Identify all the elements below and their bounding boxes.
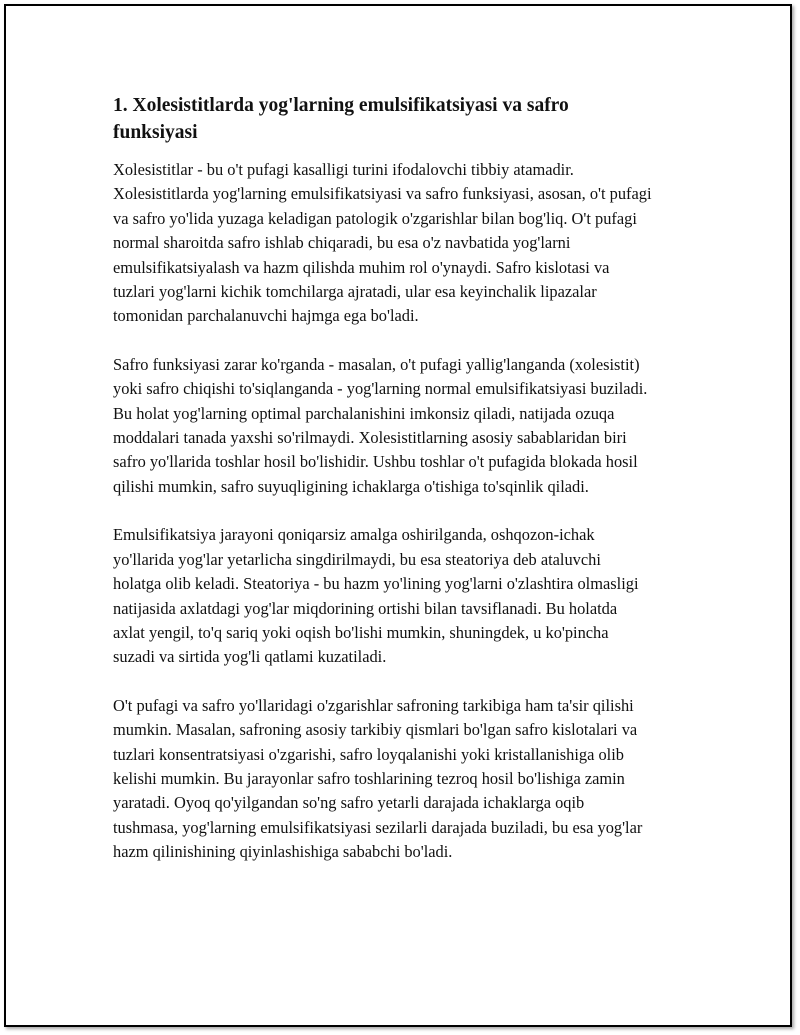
document-body bbox=[113, 92, 653, 889]
paragraph-2: Safro funksiyasi zarar ko'rganda - masalan, o't pufagi yallig'langanda (xolesistit) yoki safro chiqishi to'siqlanganda - yog'larning normal emulsifikatsiyasi buziladi. Bu holat yog'larning optimal parchalanishini imkonsiz qiladi, natijada ozuqa moddalari tanada yaxshi so'rilmaydi. Xolesistitlarning asosiy sabablaridan biri safro yo'llarida toshlar hosil bo'lishidir. Ushbu toshlar o't pufagida blokada hosil qilishi mumkin, safro suyuqligining ichaklarga o'tishiga to'sqinlik qiladi. bbox=[113, 354, 648, 496]
paragraph-1: Xolesistitlar - bu o't pufagi kasalligi turini ifodalovchi tibbiy atamadir. Xolesistitlarda yog'larning emulsifikatsiyasi va safro funksiyasi, asosan, o't pufagi va safro yo'lida yuzaga keladigan patologik o'zgarishlar bilan bog'liq. O't pufagi normal sharoitda safro ishlab chiqaradi, bu esa o'z navbatida yog'larni emulsifikatsiyalash va hazm qilishda muhim rol o'ynaydi. Safro kislotasi va tuzlari yog'larni kichik tomchilarga ajratadi, ular esa keyinchalik lipazalar tomonidan parchalanuvchi hajmga ega bo'ladi. bbox=[113, 160, 652, 326]
paragraph-3: Emulsifikatsiya jarayoni qoniqarsiz amalga oshirilganda, oshqozon-ichak yo'llarida yog'lar yetarlicha singdirilmaydi, bu esa steatoriya deb ataluvchi holatga olib keladi. Steatoriya - bu hazm yo'lining yog'larni o'zlashtira olmasligi natijasida axlatdagi yog'lar miqdorining ortishi bilan tavsiflanadi. Bu holatda axlat yengil, to'q sariq yoki oqish bo'lishi mumkin, shuningdek, u ko'pincha suzadi va sirtida yog'li qatlami kuzatiladi. bbox=[113, 525, 639, 667]
section-heading: 1. Xolesistitlarda yog'larning emulsifikatsiyasi va safro funksiyasi bbox=[113, 95, 569, 143]
paragraph-4: O't pufagi va safro yo'llaridagi o'zgarishlar safroning tarkibiga ham ta'sir qilishi mumkin. Masalan, safroning asosiy tarkibiy qismlari bo'lgan safro kislotalari va tuzlari konsentratsiyasi o'zgarishi, safro loyqalanishi yoki kristallanishiga olib kelishi mumkin. Bu jarayonlar safro toshlarining tezroq hosil bo'lishiga zamin yaratadi. Oyoq qo'yilgandan so'ng safro yetarli darajada ichaklarga oqib tushmasa, yog'larning emulsifikatsiyasi sezilarli darajada buziladi, bu esa yog'lar hazm qilinishining qiyinlashishiga sababchi bo'ladi. bbox=[113, 695, 643, 862]
